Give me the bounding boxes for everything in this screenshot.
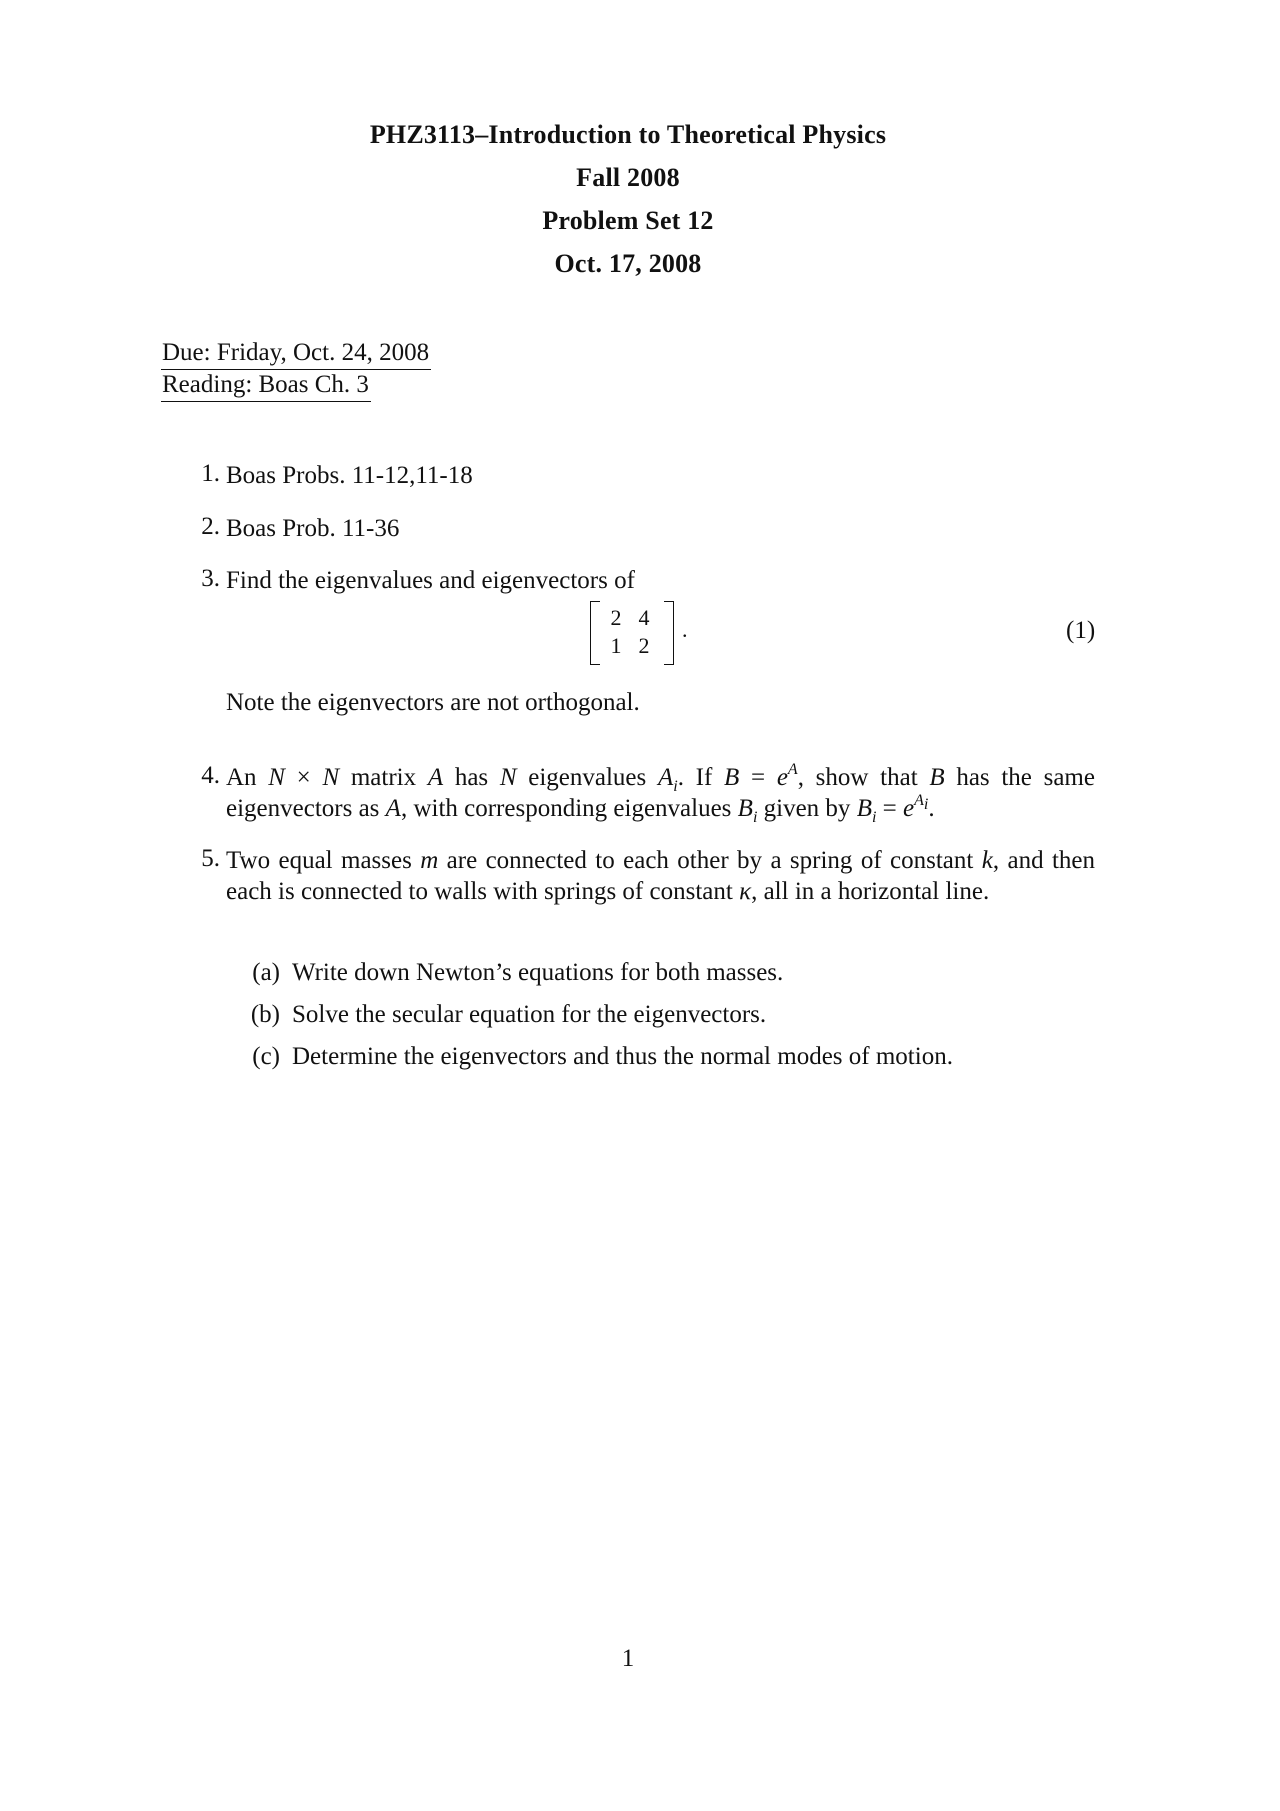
subpart-text: Write down Newton’s equations for both masses. [292, 959, 784, 986]
issue-date: Oct. 17, 2008 [554, 249, 702, 278]
course-title: PHZ3113–Introduction to Theoretical Physics [369, 120, 887, 149]
problem-text: Boas Prob. 11-36 [226, 515, 400, 542]
reading-assignment: Reading: Boas Ch. 3 [161, 370, 371, 402]
problem-note: Note the eigenvectors are not orthogonal. [226, 689, 640, 716]
matrix-cell: 4 [638, 605, 650, 630]
subpart-label: (b) [250, 1001, 280, 1028]
page-number: 1 [621, 1645, 635, 1672]
matrix-cell: 2 [610, 605, 622, 630]
equation-number: (1) [1066, 617, 1096, 644]
problem-number: 5. [201, 845, 220, 872]
due-date: Due: Friday, Oct. 24, 2008 [161, 338, 431, 370]
subpart-text: Determine the eigenvectors and thus the normal modes of motion. [292, 1043, 953, 1070]
title-block [0, 113, 1256, 285]
matrix-cell: 2 [638, 633, 650, 658]
problem-number: 1. [201, 460, 220, 487]
problem-set-title: Problem Set 12 [542, 206, 714, 235]
problem-number: 3. [201, 565, 220, 592]
problem-text: Find the eigenvalues and eigenvectors of [226, 567, 635, 594]
assignment-meta [161, 338, 431, 402]
problem-text: Two equal masses m are connected to each other by a spring of constant k, and then each is connected to walls with springs of constant κ, all in a horizontal line. [226, 847, 1096, 905]
problem-text: Boas Probs. 11-12,11-18 [226, 462, 473, 489]
problem-number: 4. [201, 762, 220, 789]
right-bracket [664, 601, 674, 665]
problem-3 [190, 565, 1095, 745]
problem-text: An N × N matrix A has N eigenvalues $A_i$. If $B = e^A$, show that B has the same eigenvectors as A, with corresponding eigenvalues $B_i$ given by $B_i = e^{A_i}$. [226, 760, 1095, 826]
subpart-label: (a) [252, 959, 280, 986]
subpart-text: Solve the secular equation for the eigenvectors. [292, 1001, 767, 1028]
matrix-period: . [682, 617, 688, 642]
matrix [590, 601, 720, 665]
subpart-label: (c) [252, 1043, 280, 1070]
term: Fall 2008 [576, 163, 680, 192]
problem-number: 2. [201, 513, 220, 540]
matrix-cell: 1 [610, 633, 622, 658]
left-bracket [590, 601, 600, 665]
